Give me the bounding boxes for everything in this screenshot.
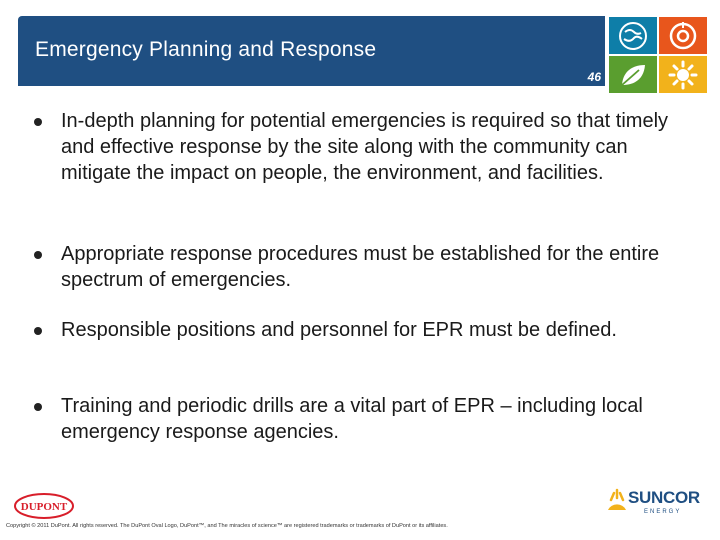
bullet-text: In-depth planning for potential emergencies is required so that timely and effective response by the site along with the community can mitigate the impact on people, the environment, and facilities. bbox=[61, 110, 669, 184]
bullet-item bbox=[34, 241, 694, 293]
leaf-icon bbox=[617, 59, 649, 91]
bullet-dot bbox=[34, 327, 42, 335]
target-icon bbox=[667, 20, 699, 52]
target-tile bbox=[658, 16, 708, 55]
corner-icon-tiles bbox=[608, 16, 708, 94]
globe-icon bbox=[617, 20, 649, 52]
bullet-item bbox=[34, 393, 694, 445]
bullet-dot bbox=[34, 118, 42, 126]
suncor-sun-icon bbox=[606, 488, 628, 512]
leaf-tile bbox=[608, 55, 658, 94]
dupont-logo bbox=[12, 492, 76, 520]
dupont-logo-text: DUPONT bbox=[20, 501, 68, 513]
bullet-text: Appropriate response procedures must be established for the entire spectrum of emergencies. bbox=[61, 243, 660, 291]
bullet-dot bbox=[34, 251, 42, 259]
bullet-dot bbox=[34, 403, 42, 411]
sun-icon bbox=[667, 59, 699, 91]
sun-tile bbox=[658, 55, 708, 94]
suncor-logo-subtext: ENERGY bbox=[644, 509, 682, 515]
suncor-logo-text: SUNCOR bbox=[628, 488, 700, 507]
suncor-logo bbox=[606, 484, 706, 524]
bullet-item bbox=[34, 317, 617, 343]
slide-title: Emergency Planning and Response bbox=[35, 38, 377, 61]
copyright-notice: Copyright © 2011 DuPont. All rights reserved. The DuPont Oval Logo, DuPont™, and The miracles of science™ are registered trademarks or trademarks of DuPont or its affiliates. bbox=[6, 523, 448, 529]
slide-number: 46 bbox=[587, 70, 601, 84]
title-bar bbox=[18, 16, 605, 86]
bullet-text: Training and periodic drills are a vital part of EPR – including local emergency response agencies. bbox=[61, 395, 643, 443]
bullet-text: Responsible positions and personnel for EPR must be defined. bbox=[61, 319, 617, 341]
globe-tile bbox=[608, 16, 658, 55]
bullet-item bbox=[34, 108, 694, 186]
